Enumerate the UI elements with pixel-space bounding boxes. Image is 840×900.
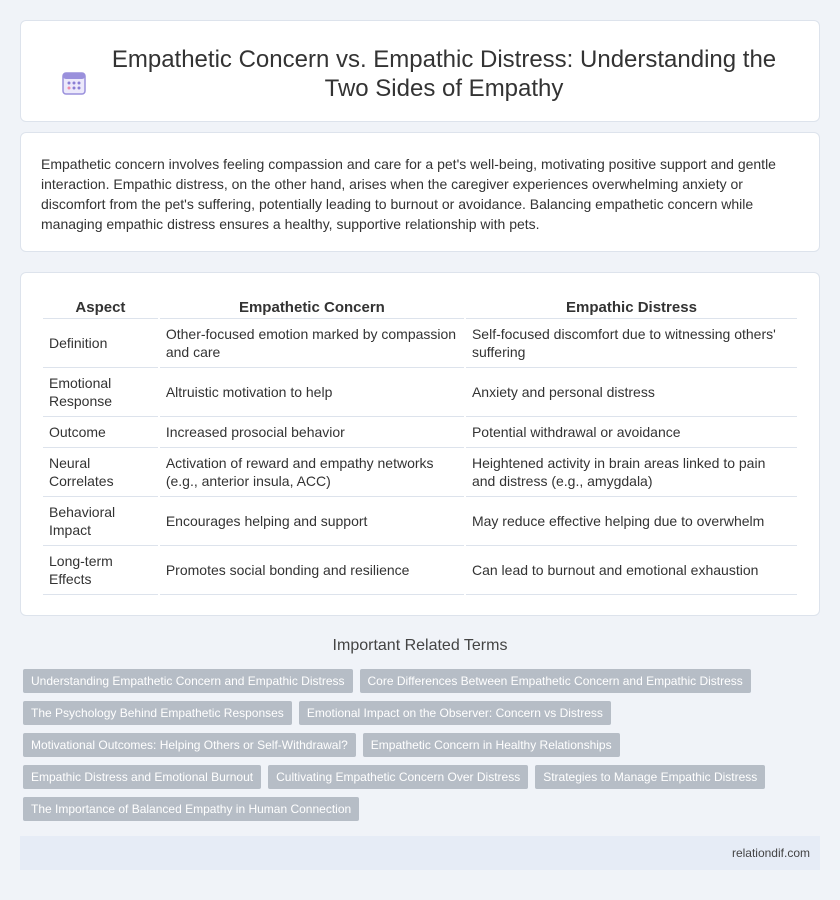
comparison-table-card <box>20 272 820 616</box>
footer-site-name[interactable]: relationdif.com <box>731 846 810 860</box>
related-term-tag[interactable]: Understanding Empathetic Concern and Empathic Distress <box>23 669 353 693</box>
related-term-tag[interactable]: Cultivating Empathetic Concern Over Distress <box>268 765 528 789</box>
table-cell-distress: Heightened activity in brain areas linked to pain and distress (e.g., amygdala) <box>466 448 797 497</box>
related-term-tag[interactable]: Core Differences Between Empathetic Concern and Empathic Distress <box>360 669 751 693</box>
related-term-tag[interactable]: The Importance of Balanced Empathy in Human Connection <box>23 797 359 821</box>
table-cell-aspect: Emotional Response <box>43 368 158 417</box>
table-cell-distress: May reduce effective helping due to overwhelm <box>466 497 797 546</box>
table-cell-concern: Altruistic motivation to help <box>160 368 464 417</box>
table-cell-aspect: Long-term Effects <box>43 546 158 595</box>
table-cell-aspect: Behavioral Impact <box>43 497 158 546</box>
related-term-tag[interactable]: Empathic Distress and Emotional Burnout <box>23 765 261 789</box>
related-terms-heading: Important Related Terms <box>332 637 508 654</box>
table-row <box>43 546 797 595</box>
intro-paragraph: Empathetic concern involves feeling compassion and care for a pet's well-being, motivating positive support and gentle interaction. Empathic distress, on the other hand, arises when the caregiver experiences overwhelming anxiety or discomfort from the pet's suffering, potentially leading to burnout or avoidance. Balancing empathetic concern while managing empathic distress ensures a healthy, supportive relationship with pets. <box>41 156 776 232</box>
table-cell-distress: Anxiety and personal distress <box>466 368 797 417</box>
column-header-empathic-distress: Empathic Distress <box>466 297 797 319</box>
table-cell-distress: Can lead to burnout and emotional exhaustion <box>466 546 797 595</box>
table-row <box>43 319 797 368</box>
related-term-tag[interactable]: Strategies to Manage Empathic Distress <box>535 765 765 789</box>
table-row <box>43 417 797 448</box>
related-term-tag[interactable]: The Psychology Behind Empathetic Responses <box>23 701 292 725</box>
related-terms-list <box>23 669 803 821</box>
page-title: Empathetic Concern vs. Empathic Distress: Understanding the Two Sides of Empathy <box>111 46 777 102</box>
table-cell-concern: Increased prosocial behavior <box>160 417 464 448</box>
related-term-tag[interactable]: Emotional Impact on the Observer: Concern vs Distress <box>299 701 611 725</box>
intro-card <box>20 132 820 252</box>
related-term-tag[interactable]: Motivational Outcomes: Helping Others or Self-Withdrawal? <box>23 733 356 757</box>
table-row <box>43 448 797 497</box>
comparison-table <box>41 297 799 595</box>
table-cell-concern: Promotes social bonding and resilience <box>160 546 464 595</box>
table-cell-distress: Potential withdrawal or avoidance <box>466 417 797 448</box>
calendar-icon <box>61 70 87 96</box>
table-cell-concern: Other-focused emotion marked by compassion and care <box>160 319 464 368</box>
header-card <box>20 20 820 122</box>
table-cell-aspect: Neural Correlates <box>43 448 158 497</box>
column-header-empathetic-concern: Empathetic Concern <box>160 297 464 319</box>
table-cell-distress: Self-focused discomfort due to witnessing others' suffering <box>466 319 797 368</box>
footer <box>20 836 820 870</box>
column-header-aspect: Aspect <box>43 297 158 319</box>
table-row <box>43 497 797 546</box>
table-cell-aspect: Definition <box>43 319 158 368</box>
table-row <box>43 368 797 417</box>
table-cell-concern: Encourages helping and support <box>160 497 464 546</box>
table-header-row <box>43 297 797 319</box>
title-row <box>21 21 819 103</box>
related-term-tag[interactable]: Empathetic Concern in Healthy Relationships <box>363 733 620 757</box>
table-cell-aspect: Outcome <box>43 417 158 448</box>
table-cell-concern: Activation of reward and empathy networks (e.g., anterior insula, ACC) <box>160 448 464 497</box>
